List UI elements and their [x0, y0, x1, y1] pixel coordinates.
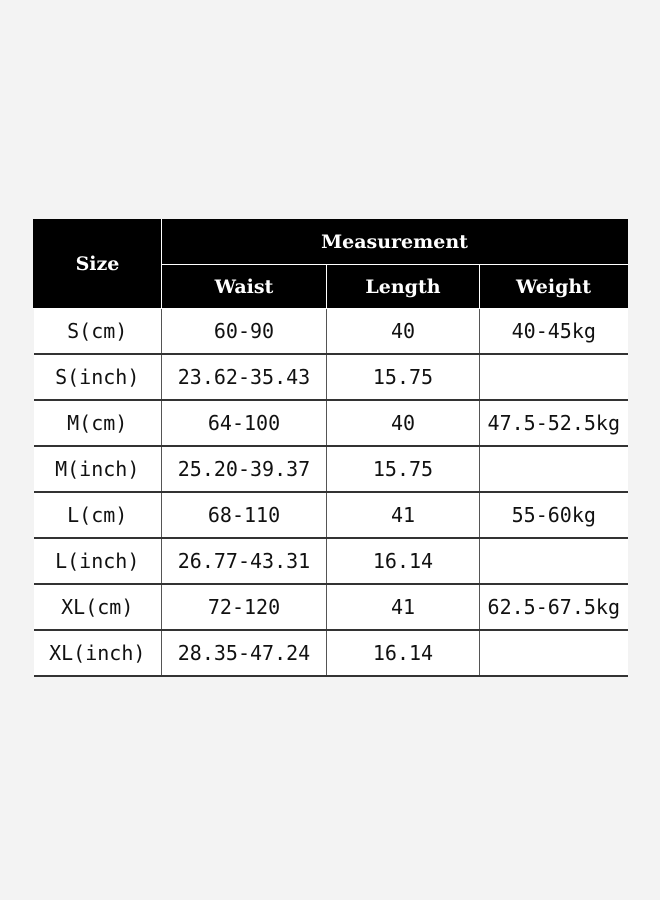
size-cell: L(cm) [34, 492, 162, 538]
table-row [34, 354, 628, 400]
table-row [34, 446, 628, 492]
table-row [34, 538, 628, 584]
waist-cell: 28.35-47.24 [162, 630, 327, 676]
table-row [34, 630, 628, 676]
table-row [34, 492, 628, 538]
weight-cell: 55-60kg [480, 492, 628, 538]
size-cell: L(inch) [34, 538, 162, 584]
length-cell: 16.14 [327, 630, 480, 676]
length-column-header: Length [327, 265, 480, 309]
length-cell: 40 [327, 400, 480, 446]
size-cell: M(cm) [34, 400, 162, 446]
size-cell: S(cm) [34, 309, 162, 355]
table-header [34, 220, 628, 309]
table-body [34, 309, 628, 677]
measurement-group-header: Measurement [162, 220, 628, 265]
weight-cell: 62.5-67.5kg [480, 584, 628, 630]
size-chart-table [33, 219, 628, 677]
size-cell: XL(inch) [34, 630, 162, 676]
waist-cell: 23.62-35.43 [162, 354, 327, 400]
weight-column-header: Weight [480, 265, 628, 309]
weight-cell [480, 538, 628, 584]
table-row [34, 584, 628, 630]
length-cell: 40 [327, 309, 480, 355]
weight-cell [480, 630, 628, 676]
length-cell: 41 [327, 584, 480, 630]
length-cell: 16.14 [327, 538, 480, 584]
size-cell: M(inch) [34, 446, 162, 492]
waist-cell: 60-90 [162, 309, 327, 355]
weight-cell: 40-45kg [480, 309, 628, 355]
length-cell: 15.75 [327, 354, 480, 400]
weight-cell [480, 446, 628, 492]
table-row [34, 309, 628, 355]
length-cell: 41 [327, 492, 480, 538]
waist-cell: 72-120 [162, 584, 327, 630]
size-cell: XL(cm) [34, 584, 162, 630]
waist-cell: 64-100 [162, 400, 327, 446]
size-cell: S(inch) [34, 354, 162, 400]
length-cell: 15.75 [327, 446, 480, 492]
size-column-header: Size [34, 220, 162, 309]
waist-column-header: Waist [162, 265, 327, 309]
weight-cell [480, 354, 628, 400]
table-row [34, 400, 628, 446]
waist-cell: 25.20-39.37 [162, 446, 327, 492]
waist-cell: 26.77-43.31 [162, 538, 327, 584]
waist-cell: 68-110 [162, 492, 327, 538]
weight-cell: 47.5-52.5kg [480, 400, 628, 446]
